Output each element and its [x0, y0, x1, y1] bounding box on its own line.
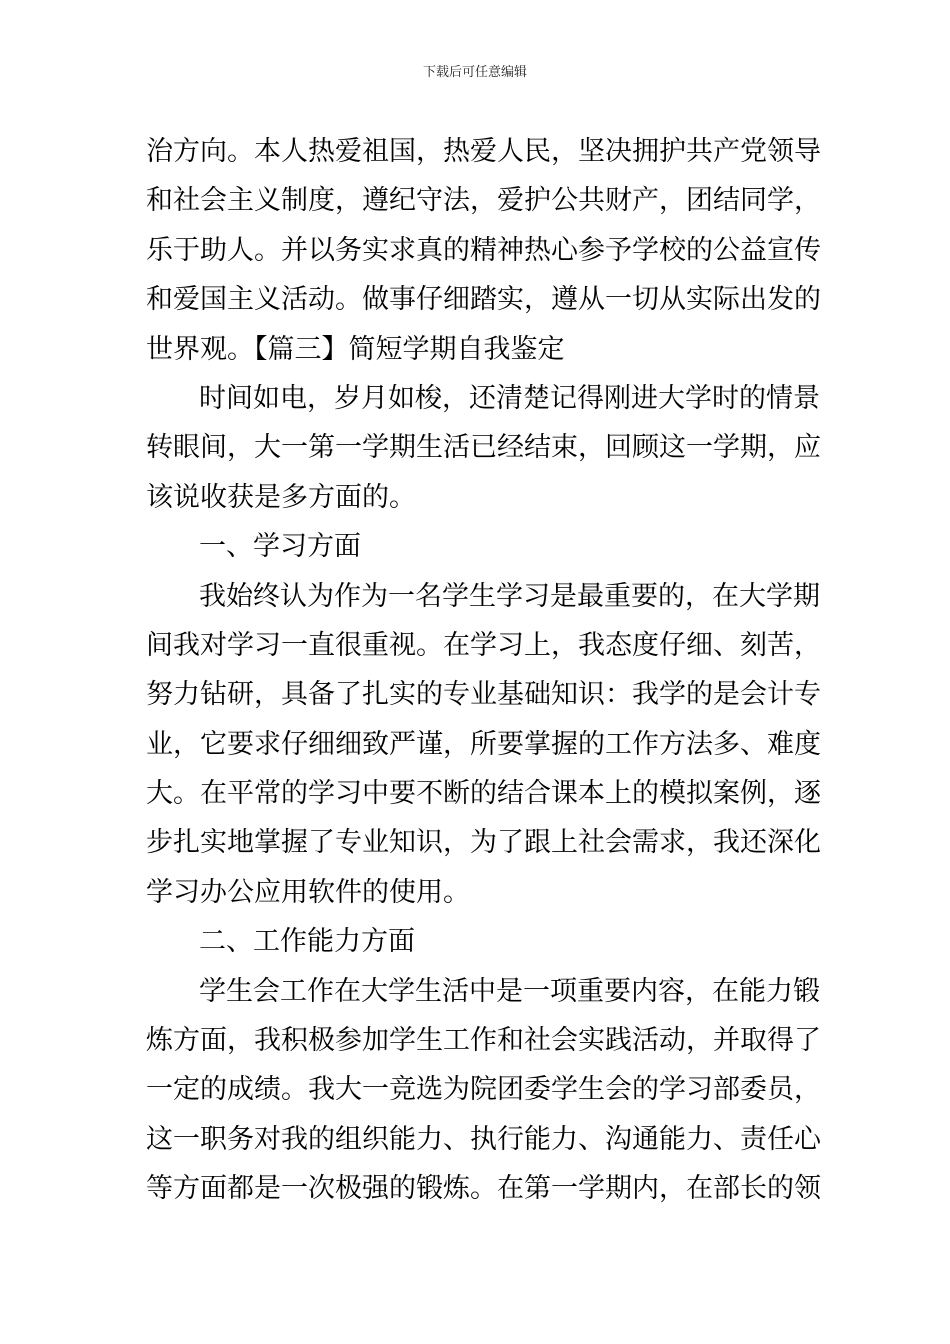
- text-line: 世界观。【篇三】简短学期自我鉴定: [146, 333, 565, 365]
- text-line: 二、工作能力方面: [199, 926, 415, 958]
- text-line: 治方向。本人热爱祖国，热爱人民，坚决拥护共产党领导: [146, 136, 821, 167]
- text-line: 步扎实地掌握了专业知识，为了跟上社会需求，我还深化: [146, 827, 821, 859]
- text-line: 炼方面，我积极参加学生工作和社会实践活动，并取得了: [146, 1025, 821, 1057]
- text-line: 乐于助人。并以务实求真的精神热心参予学校的公益宣传: [146, 234, 821, 266]
- text-line: 学习办公应用软件的使用。: [146, 876, 470, 908]
- text-line: 我始终认为作为一名学生学习是最重要的，在大学期: [199, 580, 820, 612]
- text-line: 等方面都是一次极强的锻炼。在第一学期内，在部长的领: [146, 1173, 821, 1205]
- text-line: 时间如电，岁月如梭，还清楚记得刚进大学时的情景: [199, 382, 820, 414]
- text-line: 这一职务对我的组织能力、执行能力、沟通能力、责任心: [146, 1123, 821, 1155]
- text-line: 和爱国主义活动。做事仔细踏实，遵从一切从实际出发的: [146, 284, 821, 316]
- text-line: 该说收获是多方面的。: [146, 481, 416, 513]
- text-line: 转眼间，大一第一学期生活已经结束，回顾这一学期，应: [146, 432, 821, 464]
- text-line: 和社会主义制度，遵纪守法，爱护公共财产，团结同学，: [146, 185, 821, 217]
- text-line: 一定的成绩。我大一竞选为院团委学生会的学习部委员，: [146, 1074, 821, 1106]
- text-line: 努力钻研，具备了扎实的专业基础知识：我学的是会计专: [146, 679, 821, 711]
- text-line: 业，它要求仔细细致严谨，所要掌握的工作方法多、难度: [146, 728, 821, 760]
- text-line: 学生会工作在大学生活中是一项重要内容，在能力锻: [199, 975, 820, 1007]
- document-body: [146, 127, 821, 1214]
- text-line: 一、学习方面: [199, 531, 361, 563]
- text-line: 大。在平常的学习中要不断的结合课本上的模拟案例，逐: [146, 778, 821, 810]
- text-line: 间我对学习一直很重视。在学习上，我态度仔细、刻苦，: [146, 629, 821, 661]
- page-header: 下载后可任意编辑: [422, 65, 527, 80]
